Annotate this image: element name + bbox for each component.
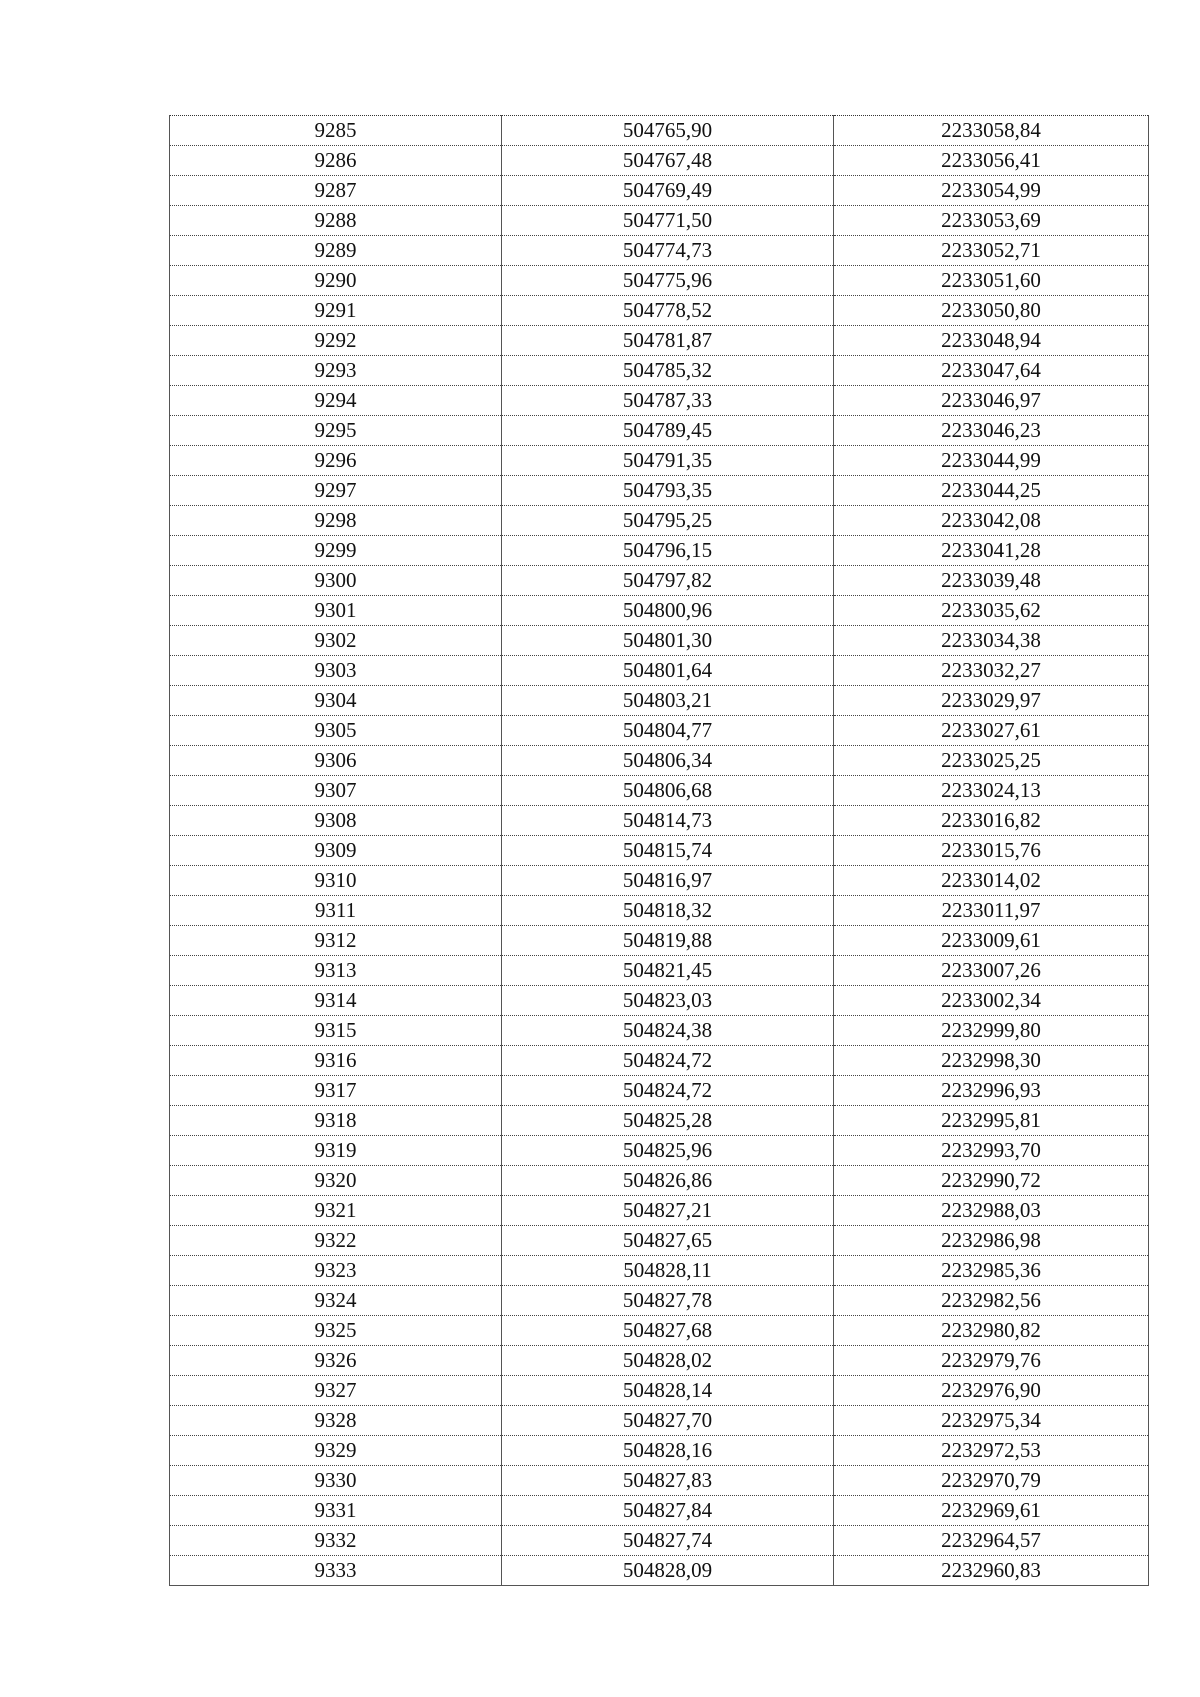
table-row <box>170 326 1149 356</box>
point-number-cell: 9288 <box>170 206 502 236</box>
y-coordinate-cell: 2233009,61 <box>834 926 1149 956</box>
x-coordinate-cell: 504828,16 <box>502 1436 834 1466</box>
point-number-cell: 9314 <box>170 986 502 1016</box>
point-number-cell: 9300 <box>170 566 502 596</box>
y-coordinate-cell: 2232960,83 <box>834 1556 1149 1586</box>
y-coordinate-cell: 2232970,79 <box>834 1466 1149 1496</box>
point-number-cell: 9302 <box>170 626 502 656</box>
table-row <box>170 1526 1149 1556</box>
y-coordinate-cell: 2233002,34 <box>834 986 1149 1016</box>
x-coordinate-cell: 504800,96 <box>502 596 834 626</box>
point-number-cell: 9326 <box>170 1346 502 1376</box>
y-coordinate-cell: 2232979,76 <box>834 1346 1149 1376</box>
x-coordinate-cell: 504791,35 <box>502 446 834 476</box>
point-number-cell: 9312 <box>170 926 502 956</box>
y-coordinate-cell: 2233027,61 <box>834 716 1149 746</box>
table-row <box>170 1016 1149 1046</box>
x-coordinate-cell: 504827,74 <box>502 1526 834 1556</box>
table-row <box>170 896 1149 926</box>
point-number-cell: 9290 <box>170 266 502 296</box>
y-coordinate-cell: 2233007,26 <box>834 956 1149 986</box>
x-coordinate-cell: 504828,02 <box>502 1346 834 1376</box>
table-row <box>170 686 1149 716</box>
x-coordinate-cell: 504828,09 <box>502 1556 834 1586</box>
table-row <box>170 1106 1149 1136</box>
x-coordinate-cell: 504801,30 <box>502 626 834 656</box>
table-row <box>170 1196 1149 1226</box>
point-number-cell: 9328 <box>170 1406 502 1436</box>
y-coordinate-cell: 2233058,84 <box>834 116 1149 146</box>
point-number-cell: 9331 <box>170 1496 502 1526</box>
x-coordinate-cell: 504774,73 <box>502 236 834 266</box>
table-row <box>170 776 1149 806</box>
point-number-cell: 9310 <box>170 866 502 896</box>
y-coordinate-cell: 2233025,25 <box>834 746 1149 776</box>
x-coordinate-cell: 504781,87 <box>502 326 834 356</box>
point-number-cell: 9320 <box>170 1166 502 1196</box>
table-row <box>170 476 1149 506</box>
x-coordinate-cell: 504793,35 <box>502 476 834 506</box>
point-number-cell: 9309 <box>170 836 502 866</box>
table-row <box>170 1466 1149 1496</box>
y-coordinate-cell: 2233044,25 <box>834 476 1149 506</box>
point-number-cell: 9333 <box>170 1556 502 1586</box>
x-coordinate-cell: 504828,14 <box>502 1376 834 1406</box>
x-coordinate-cell: 504827,68 <box>502 1316 834 1346</box>
y-coordinate-cell: 2233046,97 <box>834 386 1149 416</box>
x-coordinate-cell: 504795,25 <box>502 506 834 536</box>
x-coordinate-cell: 504787,33 <box>502 386 834 416</box>
x-coordinate-cell: 504818,32 <box>502 896 834 926</box>
y-coordinate-cell: 2232969,61 <box>834 1496 1149 1526</box>
table-row <box>170 716 1149 746</box>
y-coordinate-cell: 2233051,60 <box>834 266 1149 296</box>
table-row <box>170 1346 1149 1376</box>
table-row <box>170 986 1149 1016</box>
table-row <box>170 1316 1149 1346</box>
table-row <box>170 956 1149 986</box>
x-coordinate-cell: 504785,32 <box>502 356 834 386</box>
table-row <box>170 656 1149 686</box>
point-number-cell: 9306 <box>170 746 502 776</box>
y-coordinate-cell: 2232975,34 <box>834 1406 1149 1436</box>
x-coordinate-cell: 504821,45 <box>502 956 834 986</box>
x-coordinate-cell: 504789,45 <box>502 416 834 446</box>
point-number-cell: 9286 <box>170 146 502 176</box>
y-coordinate-cell: 2232982,56 <box>834 1286 1149 1316</box>
y-coordinate-cell: 2232988,03 <box>834 1196 1149 1226</box>
table-row <box>170 566 1149 596</box>
x-coordinate-cell: 504826,86 <box>502 1166 834 1196</box>
point-number-cell: 9294 <box>170 386 502 416</box>
coordinates-table <box>169 115 1149 1586</box>
table-row <box>170 1496 1149 1526</box>
point-number-cell: 9313 <box>170 956 502 986</box>
table-row <box>170 1556 1149 1586</box>
table-row <box>170 506 1149 536</box>
table-row <box>170 866 1149 896</box>
y-coordinate-cell: 2233054,99 <box>834 176 1149 206</box>
y-coordinate-cell: 2233048,94 <box>834 326 1149 356</box>
point-number-cell: 9319 <box>170 1136 502 1166</box>
coordinates-table-body <box>170 116 1149 1586</box>
y-coordinate-cell: 2233035,62 <box>834 596 1149 626</box>
x-coordinate-cell: 504806,34 <box>502 746 834 776</box>
point-number-cell: 9329 <box>170 1436 502 1466</box>
point-number-cell: 9323 <box>170 1256 502 1286</box>
y-coordinate-cell: 2233042,08 <box>834 506 1149 536</box>
x-coordinate-cell: 504827,78 <box>502 1286 834 1316</box>
point-number-cell: 9296 <box>170 446 502 476</box>
y-coordinate-cell: 2233056,41 <box>834 146 1149 176</box>
table-row <box>170 746 1149 776</box>
x-coordinate-cell: 504827,65 <box>502 1226 834 1256</box>
x-coordinate-cell: 504814,73 <box>502 806 834 836</box>
x-coordinate-cell: 504825,96 <box>502 1136 834 1166</box>
y-coordinate-cell: 2233044,99 <box>834 446 1149 476</box>
table-row <box>170 296 1149 326</box>
point-number-cell: 9327 <box>170 1376 502 1406</box>
y-coordinate-cell: 2232990,72 <box>834 1166 1149 1196</box>
y-coordinate-cell: 2233016,82 <box>834 806 1149 836</box>
point-number-cell: 9325 <box>170 1316 502 1346</box>
x-coordinate-cell: 504827,84 <box>502 1496 834 1526</box>
point-number-cell: 9287 <box>170 176 502 206</box>
x-coordinate-cell: 504819,88 <box>502 926 834 956</box>
y-coordinate-cell: 2232993,70 <box>834 1136 1149 1166</box>
y-coordinate-cell: 2233015,76 <box>834 836 1149 866</box>
y-coordinate-cell: 2233047,64 <box>834 356 1149 386</box>
table-row <box>170 1436 1149 1466</box>
y-coordinate-cell: 2232995,81 <box>834 1106 1149 1136</box>
y-coordinate-cell: 2233053,69 <box>834 206 1149 236</box>
y-coordinate-cell: 2232998,30 <box>834 1046 1149 1076</box>
y-coordinate-cell: 2233039,48 <box>834 566 1149 596</box>
table-row <box>170 416 1149 446</box>
x-coordinate-cell: 504824,72 <box>502 1046 834 1076</box>
point-number-cell: 9295 <box>170 416 502 446</box>
x-coordinate-cell: 504828,11 <box>502 1256 834 1286</box>
point-number-cell: 9321 <box>170 1196 502 1226</box>
point-number-cell: 9322 <box>170 1226 502 1256</box>
table-row <box>170 1286 1149 1316</box>
table-row <box>170 206 1149 236</box>
x-coordinate-cell: 504778,52 <box>502 296 834 326</box>
x-coordinate-cell: 504801,64 <box>502 656 834 686</box>
x-coordinate-cell: 504771,50 <box>502 206 834 236</box>
y-coordinate-cell: 2233046,23 <box>834 416 1149 446</box>
point-number-cell: 9301 <box>170 596 502 626</box>
y-coordinate-cell: 2233029,97 <box>834 686 1149 716</box>
table-row <box>170 146 1149 176</box>
x-coordinate-cell: 504824,38 <box>502 1016 834 1046</box>
y-coordinate-cell: 2233014,02 <box>834 866 1149 896</box>
x-coordinate-cell: 504827,21 <box>502 1196 834 1226</box>
table-row <box>170 176 1149 206</box>
table-row <box>170 536 1149 566</box>
x-coordinate-cell: 504806,68 <box>502 776 834 806</box>
table-row <box>170 1136 1149 1166</box>
table-row <box>170 626 1149 656</box>
point-number-cell: 9311 <box>170 896 502 926</box>
point-number-cell: 9317 <box>170 1076 502 1106</box>
y-coordinate-cell: 2233050,80 <box>834 296 1149 326</box>
y-coordinate-cell: 2232985,36 <box>834 1256 1149 1286</box>
point-number-cell: 9285 <box>170 116 502 146</box>
point-number-cell: 9308 <box>170 806 502 836</box>
x-coordinate-cell: 504803,21 <box>502 686 834 716</box>
y-coordinate-cell: 2232972,53 <box>834 1436 1149 1466</box>
point-number-cell: 9291 <box>170 296 502 326</box>
x-coordinate-cell: 504827,70 <box>502 1406 834 1436</box>
point-number-cell: 9304 <box>170 686 502 716</box>
table-row <box>170 386 1149 416</box>
y-coordinate-cell: 2232976,90 <box>834 1376 1149 1406</box>
table-row <box>170 1076 1149 1106</box>
table-row <box>170 356 1149 386</box>
y-coordinate-cell: 2232964,57 <box>834 1526 1149 1556</box>
point-number-cell: 9324 <box>170 1286 502 1316</box>
point-number-cell: 9318 <box>170 1106 502 1136</box>
x-coordinate-cell: 504769,49 <box>502 176 834 206</box>
x-coordinate-cell: 504804,77 <box>502 716 834 746</box>
table-row <box>170 1226 1149 1256</box>
table-row <box>170 1166 1149 1196</box>
y-coordinate-cell: 2233024,13 <box>834 776 1149 806</box>
point-number-cell: 9289 <box>170 236 502 266</box>
point-number-cell: 9292 <box>170 326 502 356</box>
point-number-cell: 9299 <box>170 536 502 566</box>
table-row <box>170 596 1149 626</box>
table-row <box>170 1046 1149 1076</box>
point-number-cell: 9315 <box>170 1016 502 1046</box>
x-coordinate-cell: 504827,83 <box>502 1466 834 1496</box>
x-coordinate-cell: 504823,03 <box>502 986 834 1016</box>
x-coordinate-cell: 504797,82 <box>502 566 834 596</box>
table-row <box>170 446 1149 476</box>
x-coordinate-cell: 504825,28 <box>502 1106 834 1136</box>
table-row <box>170 1406 1149 1436</box>
point-number-cell: 9316 <box>170 1046 502 1076</box>
y-coordinate-cell: 2233052,71 <box>834 236 1149 266</box>
point-number-cell: 9307 <box>170 776 502 806</box>
y-coordinate-cell: 2233041,28 <box>834 536 1149 566</box>
x-coordinate-cell: 504765,90 <box>502 116 834 146</box>
y-coordinate-cell: 2232996,93 <box>834 1076 1149 1106</box>
table-row <box>170 116 1149 146</box>
table-row <box>170 926 1149 956</box>
point-number-cell: 9332 <box>170 1526 502 1556</box>
y-coordinate-cell: 2233032,27 <box>834 656 1149 686</box>
point-number-cell: 9293 <box>170 356 502 386</box>
point-number-cell: 9303 <box>170 656 502 686</box>
x-coordinate-cell: 504816,97 <box>502 866 834 896</box>
point-number-cell: 9305 <box>170 716 502 746</box>
x-coordinate-cell: 504824,72 <box>502 1076 834 1106</box>
table-row <box>170 266 1149 296</box>
table-row <box>170 236 1149 266</box>
point-number-cell: 9298 <box>170 506 502 536</box>
y-coordinate-cell: 2232980,82 <box>834 1316 1149 1346</box>
y-coordinate-cell: 2233034,38 <box>834 626 1149 656</box>
table-row <box>170 1256 1149 1286</box>
y-coordinate-cell: 2232986,98 <box>834 1226 1149 1256</box>
table-row <box>170 806 1149 836</box>
point-number-cell: 9297 <box>170 476 502 506</box>
x-coordinate-cell: 504815,74 <box>502 836 834 866</box>
table-row <box>170 836 1149 866</box>
x-coordinate-cell: 504796,15 <box>502 536 834 566</box>
x-coordinate-cell: 504775,96 <box>502 266 834 296</box>
x-coordinate-cell: 504767,48 <box>502 146 834 176</box>
table-row <box>170 1376 1149 1406</box>
y-coordinate-cell: 2232999,80 <box>834 1016 1149 1046</box>
y-coordinate-cell: 2233011,97 <box>834 896 1149 926</box>
point-number-cell: 9330 <box>170 1466 502 1496</box>
